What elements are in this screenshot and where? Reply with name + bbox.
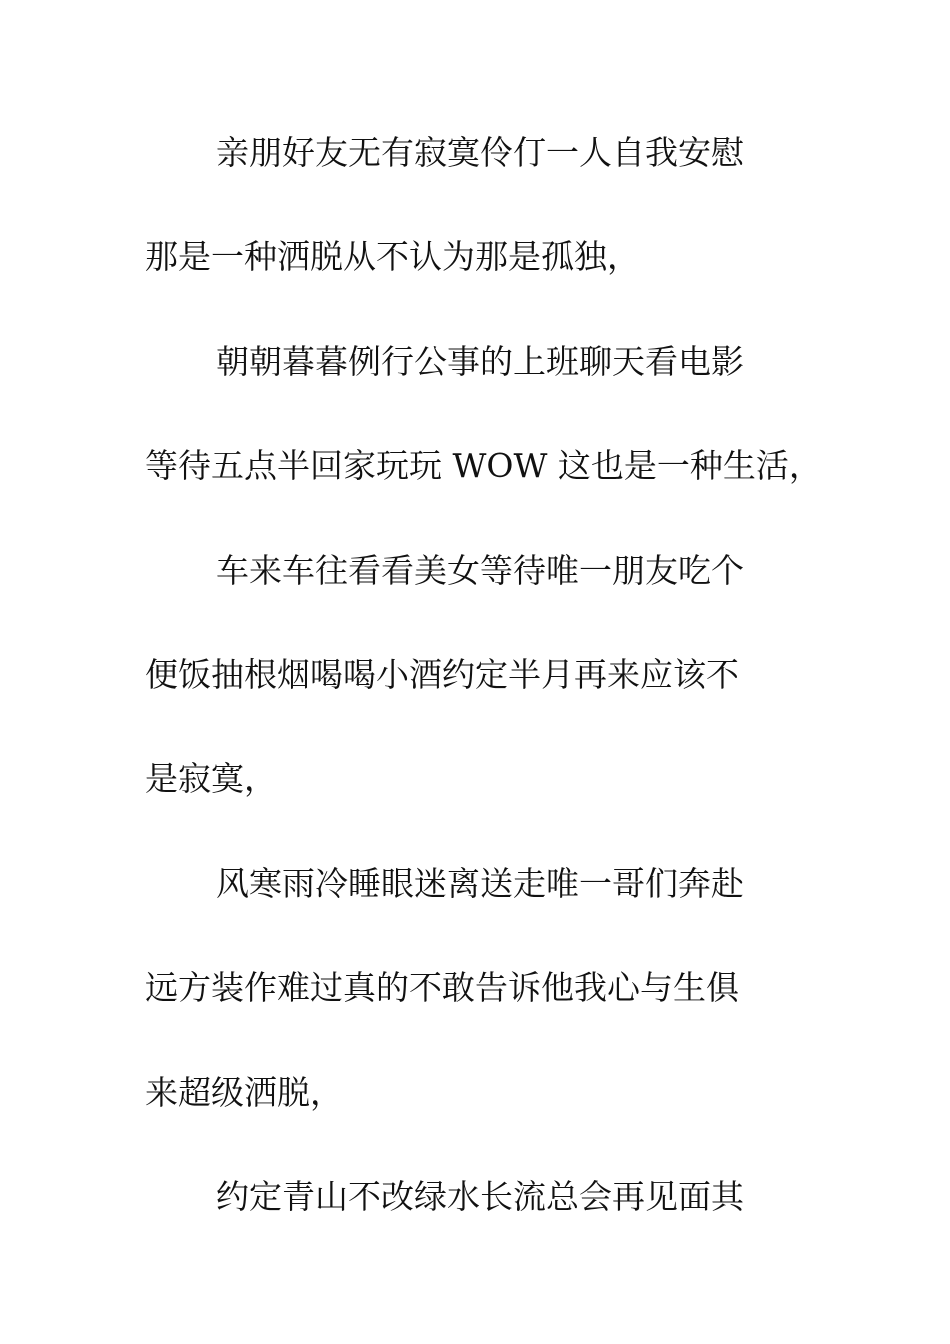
paragraph-line-9: 远方装作难过真的不敢告诉他我心与生俱 [145,968,739,1008]
paragraph-line-2: 那是一种洒脱从不认为那是孤独， [145,237,640,277]
paragraph-line-1: 亲朋好友无有寂寞伶仃一人自我安慰 [216,133,744,172]
document-body [145,122,822,1270]
paragraph-line-11: 约定青山不改绿水长流总会再见面其 [216,1176,744,1216]
paragraph-line-6: 便饭抽根烟喝喝小酒约定半月再来应该不 [145,654,739,694]
paragraph-line-3: 朝朝暮暮例行公事的上班聊天看电影 [216,341,744,381]
paragraph-line-10: 来超级洒脱， [145,1072,343,1112]
paragraph-line-8: 风寒雨冷睡眼迷离送走唯一哥们奔赴 [216,863,744,903]
paragraph-line-7: 是寂寞， [145,759,277,799]
paragraph-line-5: 车来车往看看美女等待唯一朋友吃个 [216,550,744,590]
paragraph-line-4: 等待五点半回家玩玩 WOW 这也是一种生活， [145,446,822,486]
